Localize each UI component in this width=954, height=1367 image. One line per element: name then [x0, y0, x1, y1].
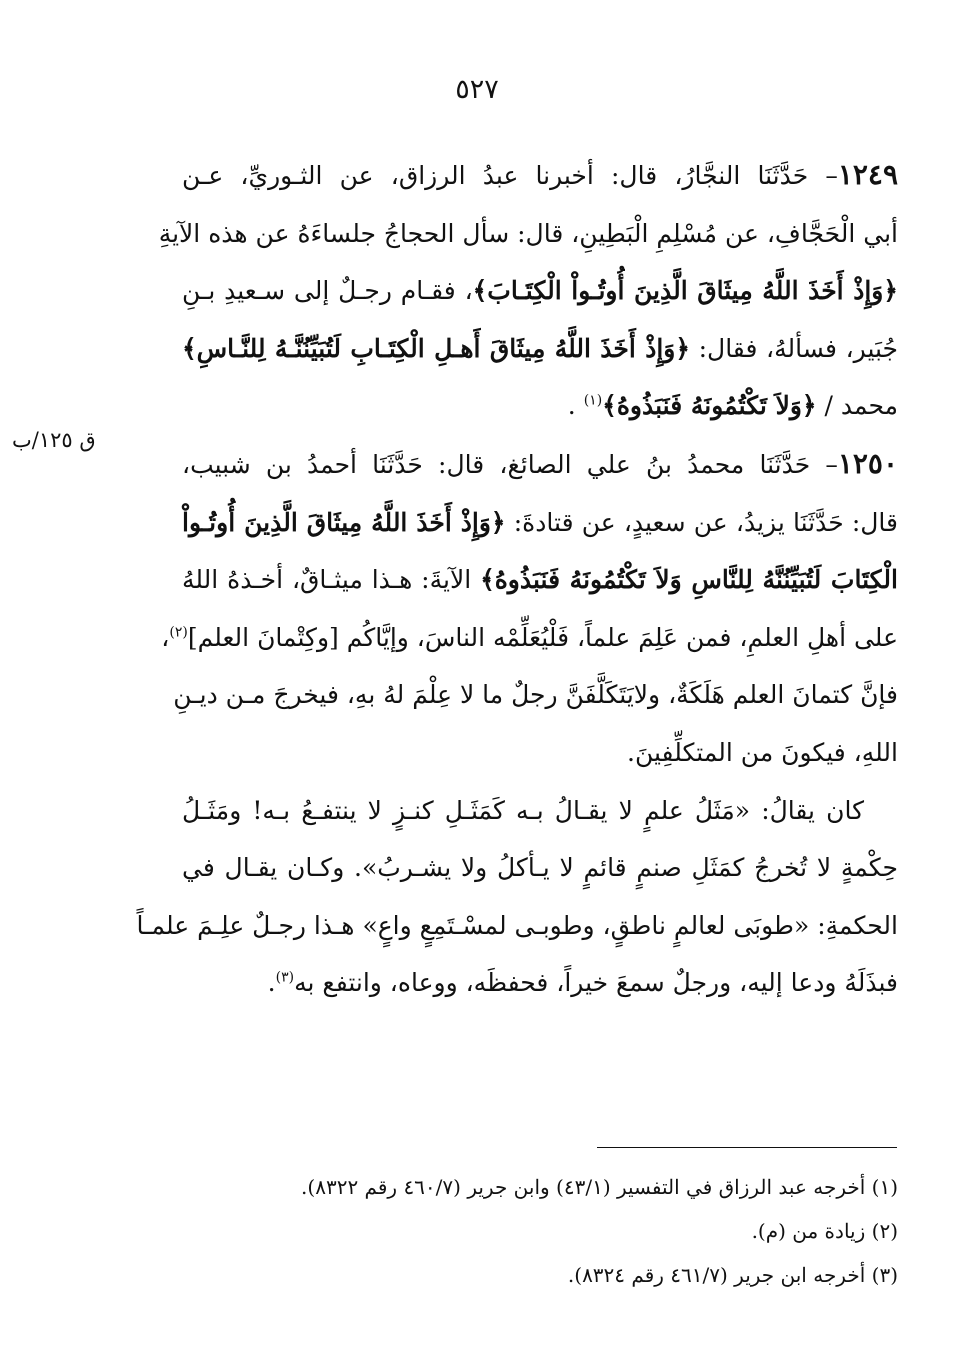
text-segment: قال: حَدَّثَنَا يزيدُ، عن سعيدٍ، عن قتادةَ:: [505, 507, 898, 537]
footnote: (٣) أخرجه ابن جرير (٤٦١/٧ رقم ٨٣٢٤).: [567, 1263, 898, 1287]
footnote-separator: [597, 1147, 897, 1148]
text-segment: محمد /: [816, 391, 898, 421]
text-segment: أبي الْحَجَّافِ، عن مُسْلِمِ الْبَطِينِ، قال: سأل الحجاجُ جلساءَهُ عن هذه الآيةِ: [158, 218, 898, 248]
text-line: [182, 320, 898, 378]
text-line: [158, 205, 898, 263]
footnotes: [182, 1165, 898, 1297]
text-line: [182, 494, 898, 552]
text-segment: .: [267, 968, 276, 998]
text-line: [182, 262, 898, 320]
quran-verse: ﴿وَإِذْ أَخَذَ اللَّهُ مِيثَاقَ الَّذِينَ أُوتُـواْ: [182, 507, 506, 537]
text-line: [182, 782, 898, 840]
text-segment: اللهِ، فيكونَ من المتكلِّفِينَ.: [627, 737, 898, 767]
text-segment: فإنَّ كتمانَ العلم هَلَكَةٌ، ولايَتَكَلَّفَنَّ رجلٌ ما لا عِلْمَ لهُ بهِ، فيخرجَ مـن ديـنِ: [173, 680, 898, 710]
text-segment: ،: [161, 622, 170, 652]
footnote-marker: (١): [583, 393, 603, 410]
footnote-marker: (٣): [275, 969, 295, 986]
page-number: ٥٢٧: [455, 74, 499, 105]
text-line: [136, 897, 898, 955]
text-line: [182, 551, 898, 609]
hadith-number: ١٢٥٠: [837, 446, 898, 480]
text-segment: الحكمةِ: «طوبَى لعالمٍ ناطقٍ، وطوبـى لمسْـتَمِعٍ واعٍ» هـذا رجـلٌ علِـمَ علمـاً: [136, 910, 898, 940]
quran-verse: الْكِتَابَ لَتُبَيِّنُنَّهُ لِلنَّاسِ وَلاَ تَكْتُمُونَهُ فَنَبَذُوهُ﴾: [480, 565, 898, 595]
text-line: [182, 377, 898, 435]
text-line: [182, 954, 898, 1012]
text-line: [173, 666, 898, 724]
quran-verse: ﴿وَإِذْ أَخَذَ اللَّهُ مِيثَاقَ الَّذِينَ أُوتُـواْ الْكِتَـابَ﴾: [472, 276, 899, 306]
text-line: [182, 724, 898, 782]
text-segment: الآيةَ: هـذا ميثـاقٌ، أخـذهُ اللهُ: [182, 565, 481, 595]
quran-verse: ﴿وَإِذْ أَخَذَ اللَّهُ مِيثَاقَ أَهـلِ الْكِتَـابِ لَتُبَيِّنُنَّـهُ لِلنَّـاسِ﴾: [182, 333, 690, 363]
text-segment: – حَدَّثَنَا محمدُ بنُ علي الصائغ، قال: حَدَّثَنَا أحمدُ بن شبيب،: [182, 449, 838, 479]
text-segment: فبذَلَهُ ودعا إليه، ورجلٌ سمعَ خيراً، فحفظَه، ووعاه، وانتفع به: [294, 968, 898, 998]
footnote: (٢) زيادة من (م).: [751, 1219, 898, 1243]
text-line: [182, 839, 898, 897]
hadith-number: ١٢٤٩: [837, 158, 898, 191]
text-segment: جُبَير، فسألهُ، فقال:: [690, 333, 898, 363]
footnote: (١) أخرجه عبد الرزاق في التفسير (٤٣/١) وابن جرير (٤٦٠/٧ رقم ٨٣٢٢).: [301, 1175, 898, 1199]
text-segment: ، فقـام رجـلٌ إلى سـعيدِ بـنِ: [182, 276, 473, 306]
text-line: [182, 435, 898, 494]
quran-verse: ﴿وَلاَ تَكْتُمُونَهُ فَنَبَذُوهُ﴾: [602, 391, 817, 421]
text-segment: .: [567, 391, 584, 421]
text-line: [182, 146, 898, 205]
text-segment: على أهلِ العلمِ، فمن عَلِمَ علماً، فَلْيُعَلِّمْه الناسَ، وإيَّاكُم [وكِتْمانَ العلم]: [187, 622, 898, 652]
margin-manuscript-reference: ق ١٢٥/ب: [12, 428, 96, 452]
text-segment: – حَدَّثَنَا النجَّارُ، قال: أخبرنا عبدُ الرزاق، عن الثـوريِّ، عـن: [182, 161, 838, 190]
text-segment: حِكْمةٍ لا تُخرجُ كمَثَلِ صنمٍ قائمٍ لا يـأكلُ ولا يشـربُ». وكـان يقـال في: [182, 853, 898, 883]
footnote-marker: (٢): [169, 624, 188, 641]
main-text: [136, 146, 899, 1012]
text-segment: كان يقالُ: «مَثَلُ علمٍ لا يقـالُ بـه كَمَثَـلِ كنـزٍ لا ينتفـعُ بـه! ومَثَـلُ: [182, 795, 864, 825]
text-line: [161, 609, 898, 667]
